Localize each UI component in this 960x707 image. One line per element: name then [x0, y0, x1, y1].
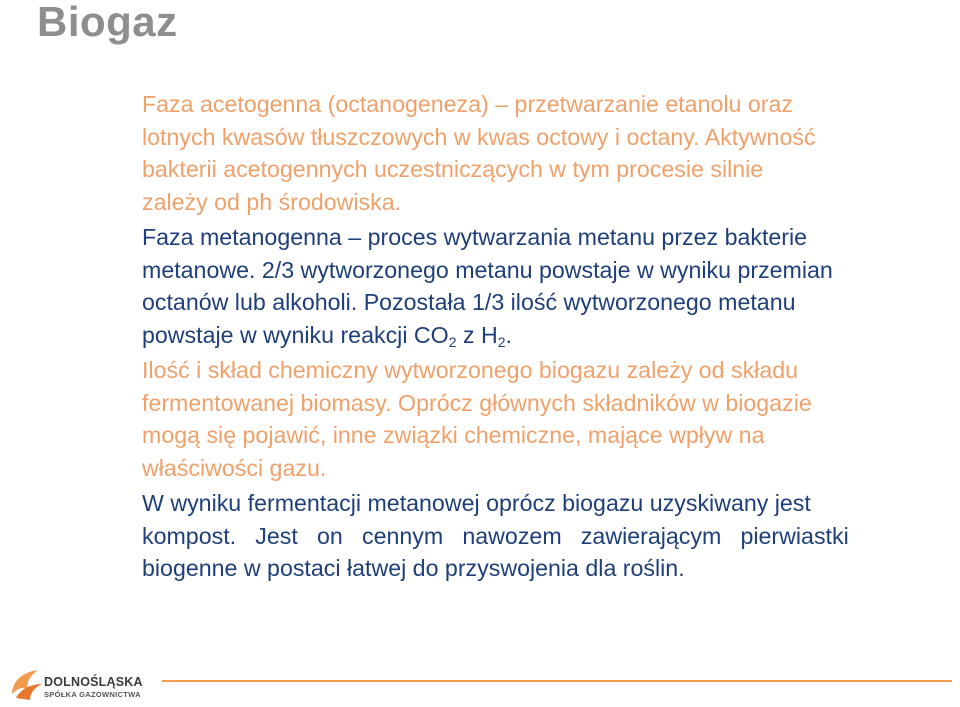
- company-logo-name: DOLNOŚLĄSKA: [44, 675, 143, 689]
- text-line: mogą się pojawić, inne związki chemiczne, mające wpływ na: [142, 422, 765, 448]
- text-line: Faza metanogenna – proces wytwarzania metanu przez bakterie: [142, 224, 808, 250]
- paragraph-methanogenesis: [142, 221, 942, 351]
- paragraph-composition: [142, 354, 942, 484]
- text-line: zależy od ph środowiska.: [142, 188, 402, 215]
- text-line: biogenne w postaci łatwej do przyswojenia dla roślin.: [142, 555, 685, 581]
- text-line-formula: [142, 319, 942, 352]
- subscript-h2: 2: [497, 333, 506, 350]
- text-line: fermentowanej biomasy. Oprócz głównych składników w biogazie: [142, 389, 812, 416]
- company-logo-subtitle: SPÓŁKA GAZOWNICTWA: [44, 690, 141, 699]
- formula-suffix: .: [505, 321, 512, 348]
- text-line: lotnych kwasów tłuszczowych w kwas octowy i octany. Aktywność: [142, 123, 816, 150]
- text-line: Ilość i skład chemiczny wytworzonego biogazu zależy od składu: [142, 357, 799, 383]
- text-line: Faza acetogenna (octanogeneza) – przetwarzanie etanolu oraz: [142, 91, 793, 117]
- text-line: W wyniku fermentacji metanowej oprócz biogazu uzyskiwany jest: [142, 490, 811, 516]
- text-line: bakterii acetogennych uczestniczących w tym procesie silnie: [142, 156, 764, 182]
- paragraph-compost: [142, 487, 942, 585]
- formula-mid: z H: [456, 321, 498, 348]
- text-line: octanów lub alkoholi. Pozostała 1/3 ilość wytworzonego metanu: [142, 289, 796, 315]
- text-line: kompost. Jest on cennym nawozem zawierającym pierwiastki: [142, 522, 849, 549]
- subscript-co2: 2: [448, 333, 457, 350]
- text-line: właściwości gazu.: [142, 454, 327, 481]
- formula-prefix: powstaje w wyniku reakcji CO: [142, 321, 449, 348]
- slide-title: Biogaz: [37, 0, 178, 45]
- slide-body: [142, 88, 942, 588]
- footer-divider: [162, 680, 952, 682]
- text-line: metanowe. 2/3 wytworzonego metanu powstaje w wyniku przemian: [142, 256, 833, 283]
- paragraph-acetogenesis: [142, 88, 942, 218]
